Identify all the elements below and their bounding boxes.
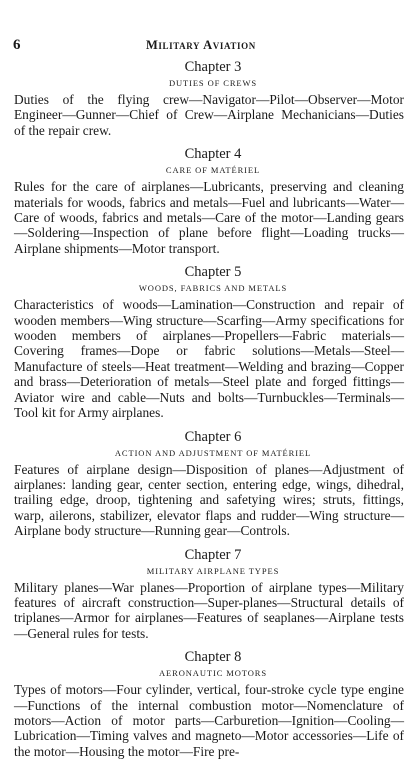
chapter-6-section <box>14 428 404 539</box>
chapter-8-section <box>14 648 404 759</box>
chapter-summary: Features of airplane design—Disposition of planes—Adjustment of airplanes: landing gear, center section, entering edge, wings, dihedral, trailing edge, droop, tightening and safetying wires; struts, fittings, warp, ailerons, stabilizer, elevator flaps and rudder—Wing structure—Airplane body structure—Running gear—Controls. <box>14 461 404 539</box>
chapter-summary: Characteristics of woods—Lamination—Construction and repair of wooden members—Wing structure—Scarfing—Army specifications for wooden members of airplanes—Propellers—Fabric materials—Covering frames—Dope or fabric solutions—Metals—Steel—Manufacture of steels—Heat treatment—Welding and brazing—Copper and brass—Deterioration of metals—Steel plate and forged fittings—Aviator wire and cable—Nuts and bolts—Turnbuckles—Terminals—Tool kit for Army airplanes. <box>14 297 404 421</box>
chapter-title: Chapter 3 <box>184 59 242 75</box>
chapter-4-section <box>14 145 404 256</box>
chapter-subtitle: WOODS, FABRICS AND METALS <box>138 283 288 294</box>
table-of-contents <box>14 58 404 766</box>
chapter-summary: Types of motors—Four cylinder, vertical, four-stroke cycle type engine—Functions of the internal combustion motor—Nomenclature of motors—Action of motor parts—Carburetion—Ignition—Cooling—Lubrication—Timing valves and magneto—Motor accessories—Life of the motor—Housing the motor—Fire pre- <box>14 682 404 759</box>
chapter-5-section <box>14 263 404 420</box>
page-header <box>0 37 417 57</box>
page-number: 6 <box>13 37 21 53</box>
chapter-title: Chapter 8 <box>184 649 242 666</box>
chapter-7-section <box>14 546 404 642</box>
chapter-subtitle: AERONAUTIC MOTORS <box>159 668 267 679</box>
chapter-summary: Duties of the flying crew—Navigator—Pilot—Observer—Motor Engineer—Gunner—Chief of Crew—Airplane Mechanicians—Duties of the repair crew. <box>14 92 404 138</box>
chapter-summary: Military planes—War planes—Proportion of airplane types—Military features of aircraft construction—Super-planes—Structural details of triplanes—Armor for airplanes—Features of seaplanes—Airplane tests—General rules for tests. <box>14 579 404 641</box>
chapter-title: Chapter 4 <box>184 146 242 163</box>
chapter-title: Chapter 7 <box>184 546 242 563</box>
chapter-subtitle: MILITARY AIRPLANE TYPES <box>146 565 280 576</box>
chapter-subtitle: DUTIES OF CREWS <box>168 78 258 88</box>
chapter-subtitle: CARE OF MATÉRIEL <box>165 165 261 176</box>
chapter-title: Chapter 5 <box>184 264 242 281</box>
chapter-subtitle: ACTION AND ADJUSTMENT OF MATÉRIEL <box>114 447 312 458</box>
chapter-title: Chapter 6 <box>184 428 242 445</box>
chapter-3-section <box>14 58 404 138</box>
running-head: Military Aviation <box>146 38 256 52</box>
chapter-summary: Rules for the care of airplanes—Lubricants, preserving and cleaning materials for woods, fabrics and metals—Fuel and lubricants—Water—Care of woods, fabrics and metals—Care of the motor—Landing gears—Soldering—Inspection of plane before flight—Loading trucks—Airplane shipments—Motor transport. <box>14 179 404 256</box>
